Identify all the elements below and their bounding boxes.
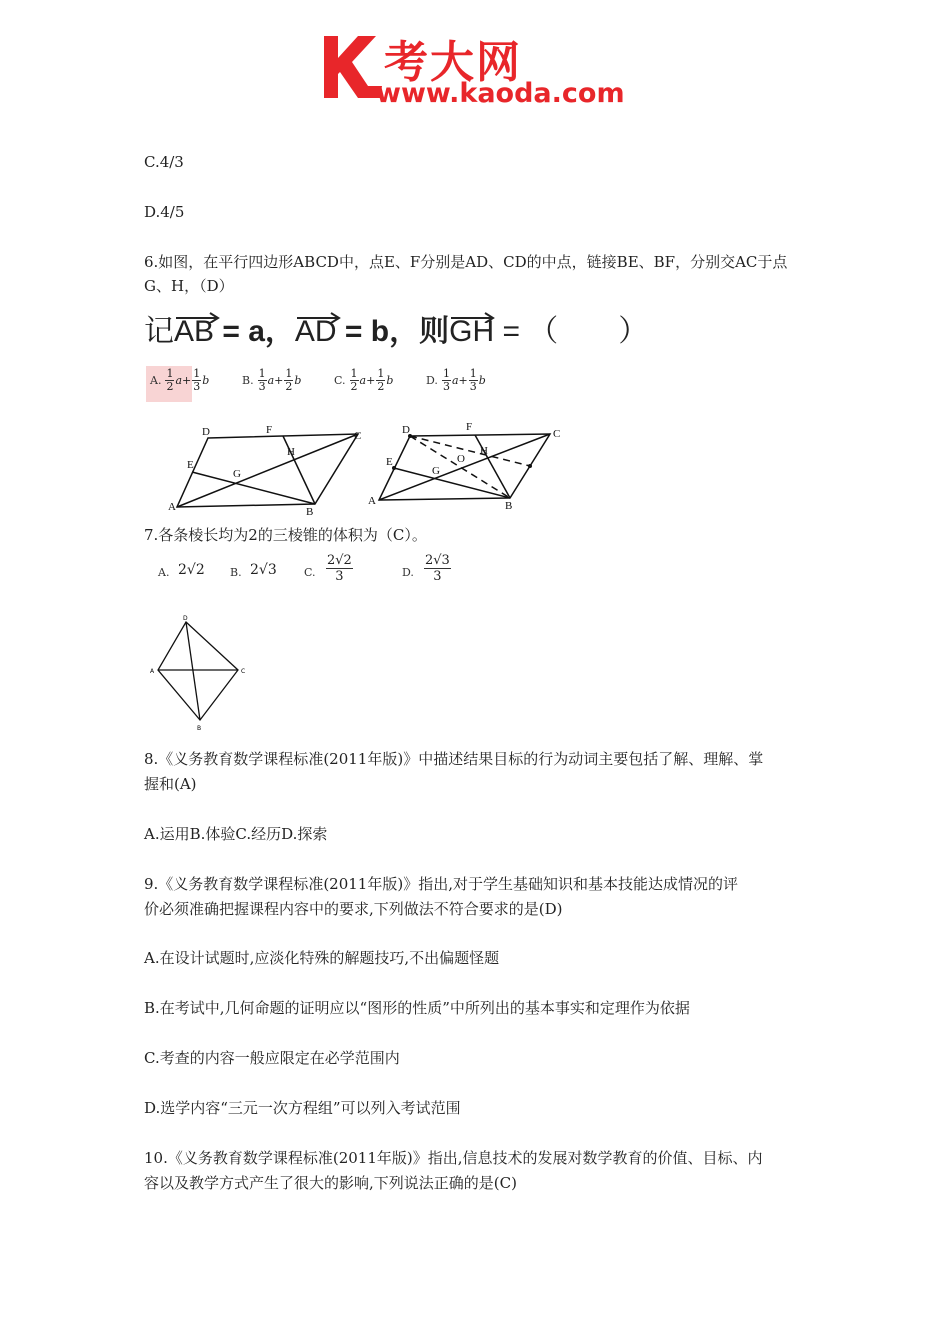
fraction: [469, 368, 478, 393]
numerator: 1: [285, 367, 293, 380]
fig2-label-f: F: [466, 421, 473, 433]
parallelogram-figure-1: [160, 420, 370, 515]
tetrahedron-figure: [148, 612, 252, 732]
fig2-label-h: H: [480, 445, 488, 457]
fig2-label-g: G: [432, 465, 440, 477]
denominator: 2: [350, 380, 358, 393]
formula-prefix: 记: [144, 315, 174, 348]
q7-option-b-label: B.: [230, 566, 242, 579]
q8-text-line2: 握和(A): [144, 775, 197, 793]
fig1-label-b: B: [306, 506, 314, 515]
q6-options: [146, 366, 506, 402]
q7-option-a-label: A.: [158, 566, 170, 579]
numerator: 1: [469, 367, 477, 380]
term: a+: [175, 374, 192, 387]
numerator: 1: [350, 367, 358, 380]
q7-option-d-fraction: $\frac{2√3}{3}$: [425, 553, 450, 584]
fig3-label-bottom: B: [197, 725, 202, 732]
fig2-label-e: E: [386, 456, 393, 468]
denominator: 3: [258, 380, 266, 393]
fig1-label-f: F: [266, 424, 273, 436]
q6-option-d: [426, 368, 486, 393]
vector-arrow-icon: [174, 311, 222, 323]
term: a+: [451, 374, 468, 387]
fig2-label-a: A: [368, 495, 376, 507]
vector-ab: AB: [174, 315, 214, 349]
fig1-label-a: A: [168, 501, 176, 513]
term: b: [202, 374, 210, 387]
term: b: [294, 374, 302, 387]
q8-text-line1: 8.《义务教育数学课程标准(2011年版)》中描述结果目标的行为动词主要包括了解、理解、掌: [144, 750, 764, 768]
q9-text-line1: 9.《义务教育数学课程标准(2011年版)》指出,对于学生基础知识和基本技能达成情况的评: [144, 875, 738, 893]
q7-option-c-fraction: $\frac{2√2}{3}$: [327, 553, 352, 584]
vector-gh: GH: [449, 315, 494, 349]
denominator: 3: [193, 380, 201, 393]
formula-eq1: = a，: [214, 315, 295, 348]
option-label: A.: [150, 374, 162, 387]
q10-text-line1: 10.《义务教育数学课程标准(2011年版)》指出,信息技术的发展对数学教育的价值、目标、内: [144, 1149, 763, 1167]
fraction: [165, 368, 174, 393]
q9-option-a: A.在设计试题时,应淡化特殊的解题技巧,不出偏题怪题: [144, 949, 500, 967]
fraction: [258, 368, 267, 393]
q9-option-c: C.考查的内容一般应限定在必学范围内: [144, 1049, 400, 1067]
q6-vector-formula: [144, 306, 648, 350]
q6-option-a: [150, 368, 209, 393]
fraction: [284, 368, 293, 393]
numerator: 1: [442, 367, 450, 380]
fig2-label-b: B: [505, 500, 513, 512]
fig1-label-g: G: [233, 468, 241, 480]
option-label: D.: [426, 374, 438, 387]
fig2-label-c: C: [553, 428, 561, 440]
fig3-label-top: D: [183, 615, 188, 622]
fig1-label-c: C: [354, 430, 362, 442]
term: a+: [359, 374, 376, 387]
q7-option-c-label: C.: [304, 566, 316, 579]
q8-options: A.运用B.体验C.经历D.探索: [144, 825, 328, 843]
q7-options: [156, 552, 476, 592]
denominator: 3: [469, 380, 477, 393]
formula-eq3: = （ ）: [494, 315, 649, 348]
q9-option-d: D.选学内容“三元一次方程组”可以列入考试范围: [144, 1099, 461, 1117]
term: a+: [267, 374, 284, 387]
q7-text: 7.各条棱长均为2的三棱锥的体积为（C）。: [144, 526, 427, 544]
q6-option-c: [334, 368, 393, 393]
numerator: 1: [377, 367, 385, 380]
fig3-label-right: C: [241, 668, 246, 675]
fig3-label-left: A: [150, 668, 155, 675]
option-label: B.: [242, 374, 254, 387]
vector-arrow-icon: [295, 311, 343, 323]
fig1-label-d: D: [202, 426, 210, 438]
q7-option-a-value: 2√2: [178, 562, 205, 578]
option-c-q5: C.4/3: [144, 153, 184, 171]
denominator: 2: [285, 380, 293, 393]
fig1-label-e: E: [187, 459, 194, 471]
numerator: 1: [166, 367, 174, 380]
option-label: C.: [334, 374, 346, 387]
numerator: 1: [193, 367, 201, 380]
fraction: [350, 368, 359, 393]
denominator: 2: [166, 380, 174, 393]
q9-option-b: B.在考试中,几何命题的证明应以“图形的性质”中所列出的基本事实和定理作为依据: [144, 999, 690, 1017]
formula-eq2: = b，则: [336, 315, 450, 348]
q7-option-b-value: 2√3: [250, 562, 277, 578]
fraction: [442, 368, 451, 393]
denominator: 3: [442, 380, 450, 393]
q7-option-d-label: D.: [402, 566, 414, 579]
logo-url-text: www.kaoda.com: [376, 78, 625, 109]
option-d-q5: D.4/5: [144, 203, 185, 221]
fraction: [192, 368, 201, 393]
vector-ad: AD: [295, 315, 337, 349]
fig1-label-h: H: [287, 446, 295, 458]
numerator: 1: [258, 367, 266, 380]
parallelogram-figure-2: [362, 418, 572, 513]
denominator: 2: [377, 380, 385, 393]
q6-option-b: [242, 368, 301, 393]
term: b: [386, 374, 394, 387]
fig2-label-d: D: [402, 424, 410, 436]
term: b: [478, 374, 486, 387]
q9-text-line2: 价必须准确把握课程内容中的要求,下列做法不符合要求的是(D): [144, 900, 563, 918]
logo-chinese-text: 考大网: [384, 37, 522, 88]
vector-arrow-icon: [449, 311, 497, 323]
fraction: [376, 368, 385, 393]
q10-text-line2: 容以及教学方式产生了很大的影响,下列说法正确的是(C): [144, 1174, 517, 1192]
q6-text-line2: G、H，（D）: [144, 277, 234, 295]
fig2-label-o: O: [457, 453, 465, 465]
kaoda-logo: [318, 28, 638, 110]
q6-text-line1: 6.如图，在平行四边形ABCD中，点E、F分别是AD、CD的中点，链接BE、BF，分别交AC于点: [144, 253, 788, 271]
